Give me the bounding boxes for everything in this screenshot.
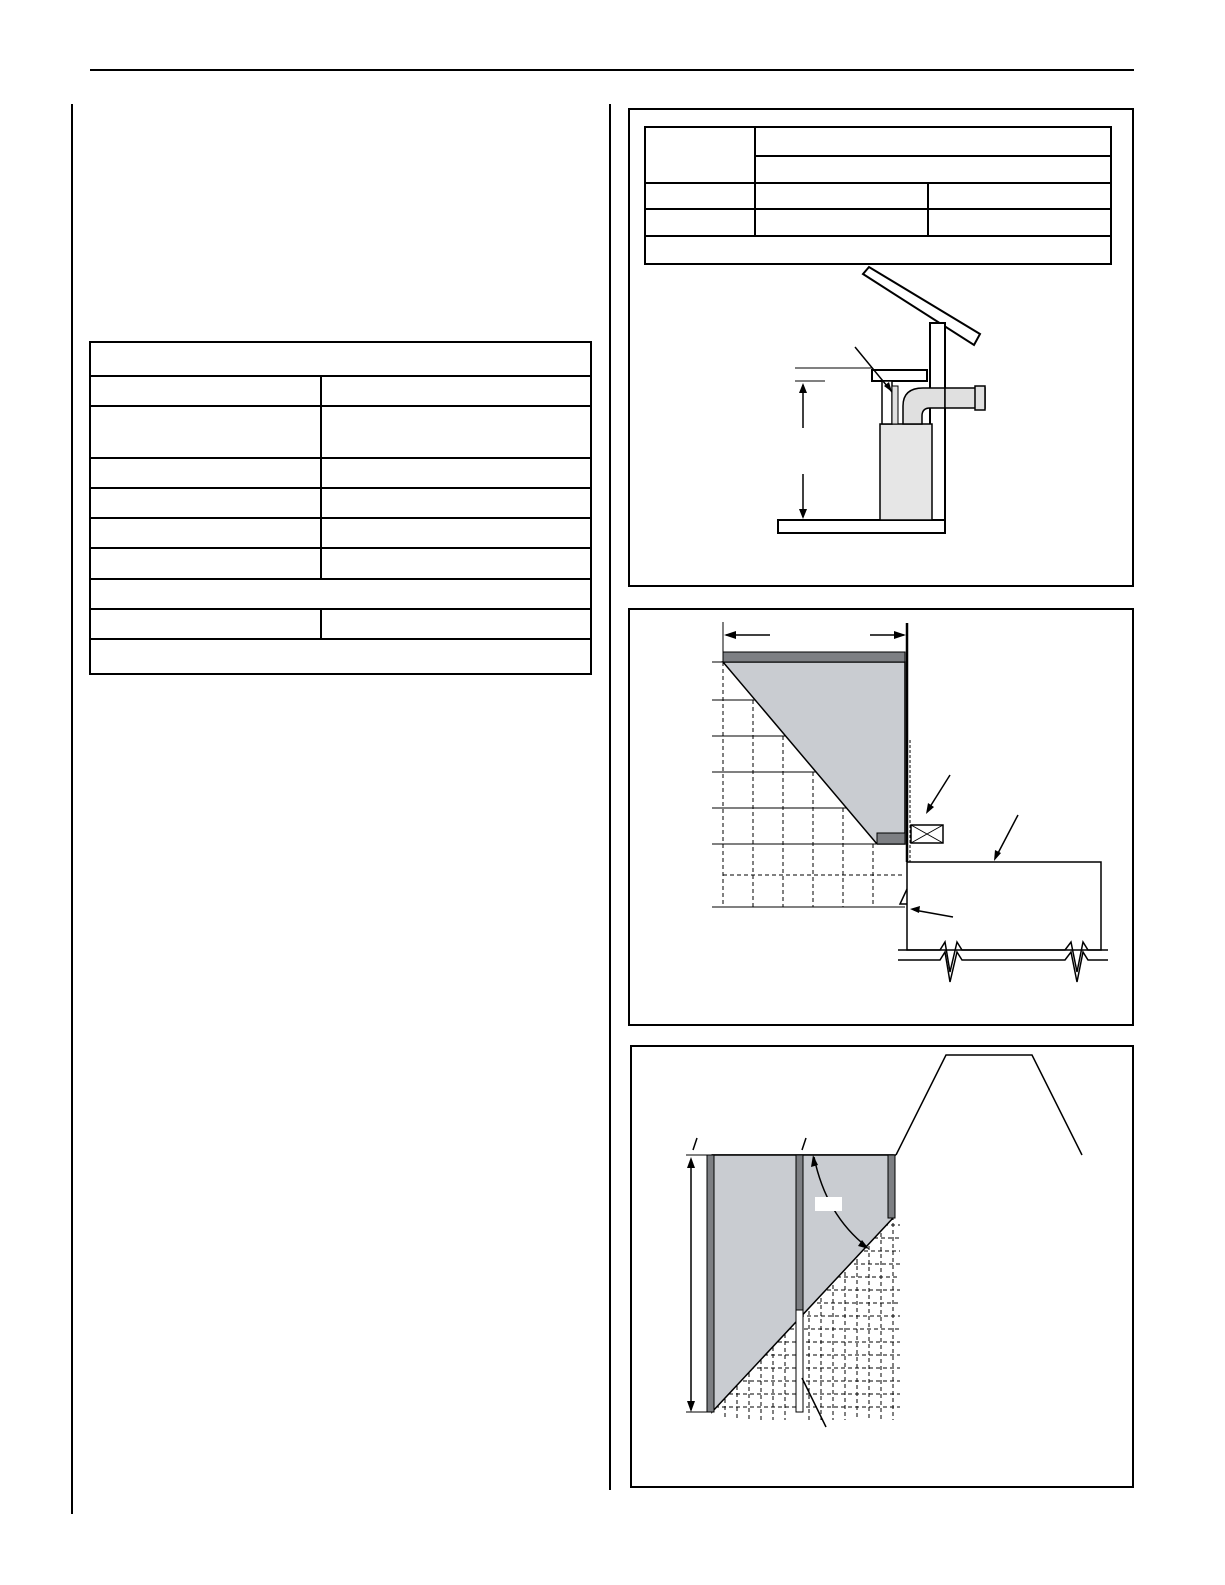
angle-label-box	[815, 1197, 842, 1211]
right-post	[888, 1155, 895, 1218]
leader-line	[802, 1378, 826, 1427]
hood-outline	[896, 1055, 1082, 1155]
arrowhead	[687, 1157, 695, 1168]
arrowhead	[687, 1401, 695, 1412]
tick-mark	[802, 1138, 806, 1150]
middle-post-lower	[796, 1310, 803, 1412]
tick-mark	[693, 1138, 697, 1150]
middle-post	[796, 1155, 803, 1310]
left-wall-strip	[707, 1155, 714, 1412]
